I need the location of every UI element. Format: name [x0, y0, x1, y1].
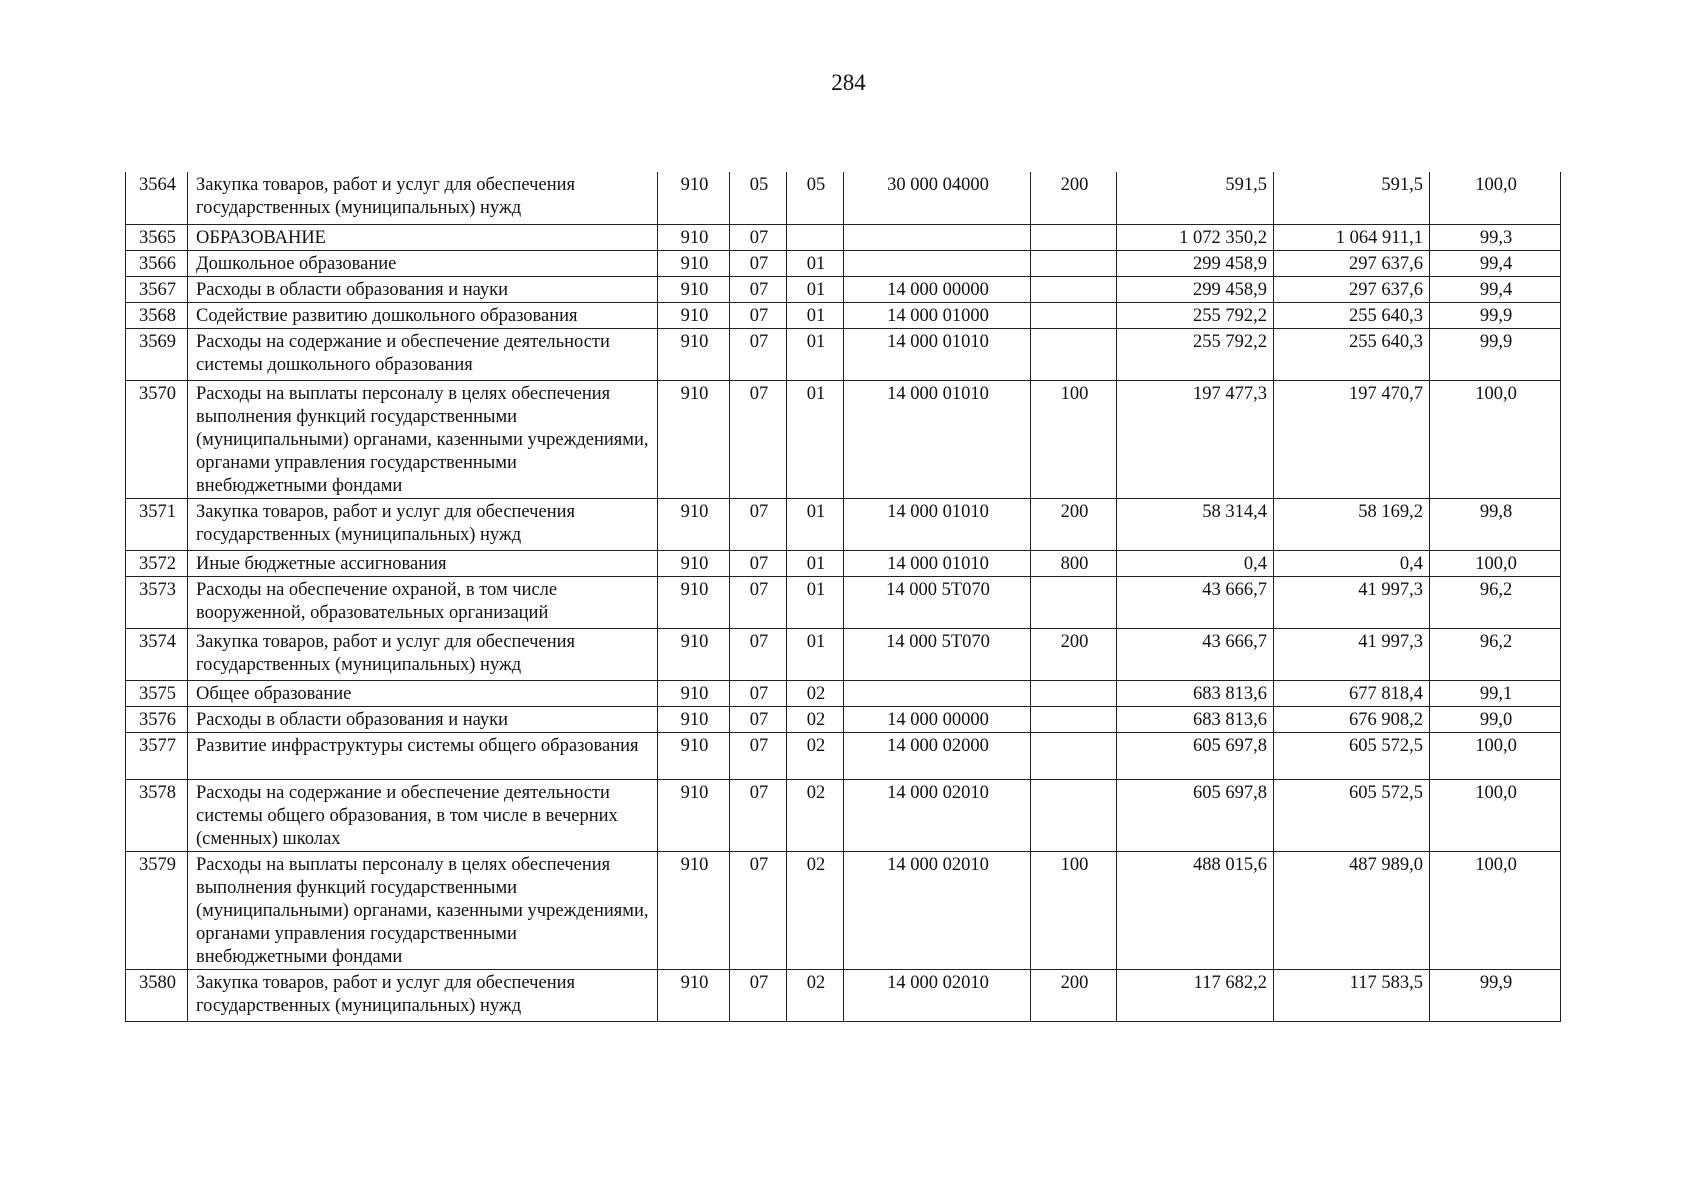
- target-article-cell: [844, 250, 1031, 276]
- execution-percent-cell: 99,4: [1430, 250, 1561, 276]
- actual-amount-cell: 605 572,5: [1274, 732, 1430, 779]
- subsection-code-cell: 02: [787, 680, 844, 706]
- subsection-code-cell: 01: [787, 498, 844, 550]
- expense-type-cell: 200: [1031, 172, 1117, 224]
- table-row: [126, 302, 1561, 328]
- row-name-cell: Дошкольное образование: [188, 250, 658, 276]
- execution-percent-cell: 100,0: [1430, 779, 1561, 851]
- execution-percent-cell: 99,0: [1430, 706, 1561, 732]
- subsection-code-cell: [787, 224, 844, 250]
- department-code-cell: 910: [658, 576, 730, 628]
- execution-percent-cell: 99,4: [1430, 276, 1561, 302]
- table-row: [126, 732, 1561, 779]
- row-number-cell: 3567: [126, 276, 188, 302]
- subsection-code-cell: 02: [787, 706, 844, 732]
- actual-amount-cell: 297 637,6: [1274, 250, 1430, 276]
- actual-amount-cell: 255 640,3: [1274, 328, 1430, 380]
- row-name-cell: Расходы на обеспечение охраной, в том числе вооруженной, образовательных организаций: [188, 576, 658, 628]
- section-code-cell: 07: [730, 380, 787, 498]
- row-name-cell: Общее образование: [188, 680, 658, 706]
- subsection-code-cell: 02: [787, 732, 844, 779]
- planned-amount-cell: 299 458,9: [1117, 250, 1274, 276]
- department-code-cell: 910: [658, 380, 730, 498]
- target-article-cell: 14 000 01000: [844, 302, 1031, 328]
- row-name-cell: Развитие инфраструктуры системы общего образования: [188, 732, 658, 779]
- department-code-cell: 910: [658, 224, 730, 250]
- target-article-cell: 14 000 01010: [844, 328, 1031, 380]
- department-code-cell: 910: [658, 851, 730, 969]
- table-row: [126, 969, 1561, 1021]
- section-code-cell: 07: [730, 969, 787, 1021]
- expense-type-cell: 200: [1031, 498, 1117, 550]
- table-row: [126, 276, 1561, 302]
- section-code-cell: 07: [730, 328, 787, 380]
- table-row: [126, 550, 1561, 576]
- actual-amount-cell: 677 818,4: [1274, 680, 1430, 706]
- target-article-cell: 14 000 01010: [844, 380, 1031, 498]
- target-article-cell: 14 000 02010: [844, 851, 1031, 969]
- execution-percent-cell: 99,3: [1430, 224, 1561, 250]
- planned-amount-cell: 683 813,6: [1117, 706, 1274, 732]
- table-row: [126, 224, 1561, 250]
- target-article-cell: 14 000 5Т070: [844, 628, 1031, 680]
- table-row: [126, 779, 1561, 851]
- table-row: [126, 380, 1561, 498]
- section-code-cell: 07: [730, 302, 787, 328]
- row-name-cell: Иные бюджетные ассигнования: [188, 550, 658, 576]
- subsection-code-cell: 01: [787, 628, 844, 680]
- planned-amount-cell: 43 666,7: [1117, 576, 1274, 628]
- expense-type-cell: [1031, 576, 1117, 628]
- planned-amount-cell: 591,5: [1117, 172, 1274, 224]
- department-code-cell: 910: [658, 969, 730, 1021]
- expense-type-cell: 200: [1031, 628, 1117, 680]
- actual-amount-cell: 297 637,6: [1274, 276, 1430, 302]
- planned-amount-cell: 197 477,3: [1117, 380, 1274, 498]
- execution-percent-cell: 100,0: [1430, 732, 1561, 779]
- department-code-cell: 910: [658, 172, 730, 224]
- row-name-cell: Расходы на содержание и обеспечение деятельности системы общего образования, в том числе в вечерних (сменных) школах: [188, 779, 658, 851]
- section-code-cell: 07: [730, 706, 787, 732]
- actual-amount-cell: 41 997,3: [1274, 576, 1430, 628]
- row-name-cell: Закупка товаров, работ и услуг для обеспечения государственных (муниципальных) нужд: [188, 969, 658, 1021]
- budget-table-body: [126, 172, 1561, 1021]
- target-article-cell: 14 000 02010: [844, 969, 1031, 1021]
- department-code-cell: 910: [658, 779, 730, 851]
- execution-percent-cell: 99,1: [1430, 680, 1561, 706]
- department-code-cell: 910: [658, 498, 730, 550]
- section-code-cell: 07: [730, 732, 787, 779]
- planned-amount-cell: 255 792,2: [1117, 328, 1274, 380]
- subsection-code-cell: 02: [787, 969, 844, 1021]
- row-name-cell: ОБРАЗОВАНИЕ: [188, 224, 658, 250]
- actual-amount-cell: 0,4: [1274, 550, 1430, 576]
- execution-percent-cell: 99,9: [1430, 302, 1561, 328]
- planned-amount-cell: 117 682,2: [1117, 969, 1274, 1021]
- expense-type-cell: [1031, 706, 1117, 732]
- subsection-code-cell: 01: [787, 380, 844, 498]
- expense-type-cell: 200: [1031, 969, 1117, 1021]
- planned-amount-cell: 43 666,7: [1117, 628, 1274, 680]
- expense-type-cell: [1031, 302, 1117, 328]
- target-article-cell: 30 000 04000: [844, 172, 1031, 224]
- table-row: [126, 851, 1561, 969]
- section-code-cell: 07: [730, 276, 787, 302]
- row-number-cell: 3568: [126, 302, 188, 328]
- expense-type-cell: [1031, 328, 1117, 380]
- expense-type-cell: [1031, 732, 1117, 779]
- target-article-cell: 14 000 02010: [844, 779, 1031, 851]
- section-code-cell: 07: [730, 851, 787, 969]
- target-article-cell: 14 000 01010: [844, 550, 1031, 576]
- row-name-cell: Закупка товаров, работ и услуг для обеспечения государственных (муниципальных) нужд: [188, 498, 658, 550]
- target-article-cell: [844, 224, 1031, 250]
- actual-amount-cell: 117 583,5: [1274, 969, 1430, 1021]
- planned-amount-cell: 58 314,4: [1117, 498, 1274, 550]
- table-row: [126, 172, 1561, 224]
- row-name-cell: Расходы на выплаты персоналу в целях обеспечения выполнения функций государственными (муниципальными) органами, казенными учреждениями, органами управления государственными внебюджетными фондами: [188, 380, 658, 498]
- table-row: [126, 498, 1561, 550]
- actual-amount-cell: 605 572,5: [1274, 779, 1430, 851]
- table-row: [126, 250, 1561, 276]
- planned-amount-cell: 488 015,6: [1117, 851, 1274, 969]
- expense-type-cell: [1031, 276, 1117, 302]
- table-row: [126, 628, 1561, 680]
- target-article-cell: 14 000 00000: [844, 706, 1031, 732]
- department-code-cell: 910: [658, 706, 730, 732]
- expense-type-cell: 800: [1031, 550, 1117, 576]
- section-code-cell: 07: [730, 779, 787, 851]
- section-code-cell: 07: [730, 576, 787, 628]
- execution-percent-cell: 100,0: [1430, 851, 1561, 969]
- subsection-code-cell: 01: [787, 576, 844, 628]
- planned-amount-cell: 0,4: [1117, 550, 1274, 576]
- section-code-cell: 07: [730, 250, 787, 276]
- target-article-cell: [844, 680, 1031, 706]
- actual-amount-cell: 487 989,0: [1274, 851, 1430, 969]
- row-name-cell: Содействие развитию дошкольного образования: [188, 302, 658, 328]
- actual-amount-cell: 58 169,2: [1274, 498, 1430, 550]
- row-number-cell: 3572: [126, 550, 188, 576]
- row-name-cell: Закупка товаров, работ и услуг для обеспечения государственных (муниципальных) нужд: [188, 172, 658, 224]
- department-code-cell: 910: [658, 250, 730, 276]
- department-code-cell: 910: [658, 328, 730, 380]
- row-name-cell: Расходы в области образования и науки: [188, 276, 658, 302]
- row-number-cell: 3578: [126, 779, 188, 851]
- section-code-cell: 05: [730, 172, 787, 224]
- expense-type-cell: [1031, 779, 1117, 851]
- subsection-code-cell: 01: [787, 328, 844, 380]
- section-code-cell: 07: [730, 224, 787, 250]
- section-code-cell: 07: [730, 550, 787, 576]
- subsection-code-cell: 01: [787, 276, 844, 302]
- row-number-cell: 3566: [126, 250, 188, 276]
- row-number-cell: 3571: [126, 498, 188, 550]
- table-row: [126, 328, 1561, 380]
- planned-amount-cell: 683 813,6: [1117, 680, 1274, 706]
- planned-amount-cell: 1 072 350,2: [1117, 224, 1274, 250]
- row-number-cell: 3564: [126, 172, 188, 224]
- expense-type-cell: [1031, 224, 1117, 250]
- planned-amount-cell: 299 458,9: [1117, 276, 1274, 302]
- table-row: [126, 576, 1561, 628]
- subsection-code-cell: 01: [787, 302, 844, 328]
- execution-percent-cell: 96,2: [1430, 576, 1561, 628]
- target-article-cell: 14 000 5Т070: [844, 576, 1031, 628]
- expense-type-cell: [1031, 680, 1117, 706]
- subsection-code-cell: 01: [787, 250, 844, 276]
- expense-type-cell: 100: [1031, 851, 1117, 969]
- row-number-cell: 3575: [126, 680, 188, 706]
- execution-percent-cell: 99,9: [1430, 328, 1561, 380]
- actual-amount-cell: 197 470,7: [1274, 380, 1430, 498]
- section-code-cell: 07: [730, 680, 787, 706]
- row-number-cell: 3574: [126, 628, 188, 680]
- planned-amount-cell: 605 697,8: [1117, 732, 1274, 779]
- department-code-cell: 910: [658, 302, 730, 328]
- row-number-cell: 3576: [126, 706, 188, 732]
- budget-table: [125, 172, 1561, 1022]
- actual-amount-cell: 1 064 911,1: [1274, 224, 1430, 250]
- execution-percent-cell: 100,0: [1430, 172, 1561, 224]
- subsection-code-cell: 05: [787, 172, 844, 224]
- table-row: [126, 680, 1561, 706]
- department-code-cell: 910: [658, 680, 730, 706]
- row-number-cell: 3570: [126, 380, 188, 498]
- subsection-code-cell: 01: [787, 550, 844, 576]
- actual-amount-cell: 41 997,3: [1274, 628, 1430, 680]
- table-row: [126, 706, 1561, 732]
- section-code-cell: 07: [730, 498, 787, 550]
- subsection-code-cell: 02: [787, 779, 844, 851]
- row-number-cell: 3577: [126, 732, 188, 779]
- row-name-cell: Расходы на выплаты персоналу в целях обеспечения выполнения функций государственными (муниципальными) органами, казенными учреждениями, органами управления государственными внебюджетными фондами: [188, 851, 658, 969]
- execution-percent-cell: 100,0: [1430, 550, 1561, 576]
- department-code-cell: 910: [658, 276, 730, 302]
- expense-type-cell: 100: [1031, 380, 1117, 498]
- target-article-cell: 14 000 01010: [844, 498, 1031, 550]
- row-number-cell: 3565: [126, 224, 188, 250]
- execution-percent-cell: 99,9: [1430, 969, 1561, 1021]
- section-code-cell: 07: [730, 628, 787, 680]
- target-article-cell: 14 000 02000: [844, 732, 1031, 779]
- row-number-cell: 3579: [126, 851, 188, 969]
- page-number: 284: [831, 70, 866, 95]
- actual-amount-cell: 255 640,3: [1274, 302, 1430, 328]
- actual-amount-cell: 591,5: [1274, 172, 1430, 224]
- planned-amount-cell: 605 697,8: [1117, 779, 1274, 851]
- row-name-cell: Расходы на содержание и обеспечение деятельности системы дошкольного образования: [188, 328, 658, 380]
- execution-percent-cell: 99,8: [1430, 498, 1561, 550]
- row-number-cell: 3580: [126, 969, 188, 1021]
- row-number-cell: 3573: [126, 576, 188, 628]
- department-code-cell: 910: [658, 550, 730, 576]
- actual-amount-cell: 676 908,2: [1274, 706, 1430, 732]
- execution-percent-cell: 96,2: [1430, 628, 1561, 680]
- target-article-cell: 14 000 00000: [844, 276, 1031, 302]
- execution-percent-cell: 100,0: [1430, 380, 1561, 498]
- department-code-cell: 910: [658, 732, 730, 779]
- row-name-cell: Расходы в области образования и науки: [188, 706, 658, 732]
- subsection-code-cell: 02: [787, 851, 844, 969]
- expense-type-cell: [1031, 250, 1117, 276]
- row-number-cell: 3569: [126, 328, 188, 380]
- department-code-cell: 910: [658, 628, 730, 680]
- planned-amount-cell: 255 792,2: [1117, 302, 1274, 328]
- row-name-cell: Закупка товаров, работ и услуг для обеспечения государственных (муниципальных) нужд: [188, 628, 658, 680]
